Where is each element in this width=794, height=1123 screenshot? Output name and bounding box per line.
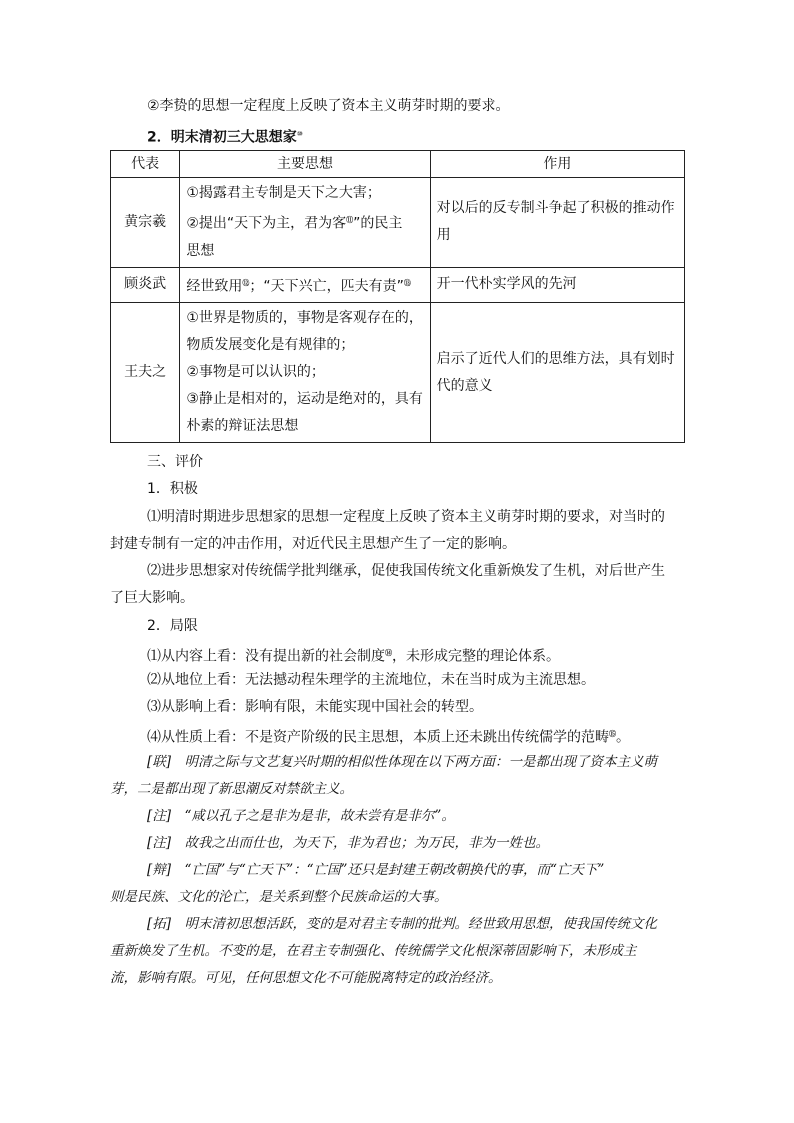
limit-4 <box>147 724 630 748</box>
limit-text: ⑴从内容上看：没有提出新的社会制度 <box>147 648 385 665</box>
idea-line: 思想 <box>186 242 215 259</box>
table-row-gu <box>111 267 685 303</box>
footnote-mark: ⑬ <box>403 278 411 287</box>
row-ideas <box>180 303 430 443</box>
thinkers-table <box>110 150 685 443</box>
row-effect: 开一代朴实学风的先河 <box>430 267 684 303</box>
footnote-mark: ⑩ <box>296 130 303 138</box>
positive-p1-line1: ⑴明清时期进步思想家的思想一定程度上反映了资本主义萌芽时期的要求，对当时的 <box>147 509 665 525</box>
note-bian-line2: 则是民族、文化的沦亡，是关系到整个民族命运的大事。 <box>110 889 448 905</box>
row-ideas <box>180 267 430 303</box>
limit-1 <box>147 643 560 667</box>
row-effect: 对以后的反专制斗争起了积极的推动作用 <box>430 178 684 268</box>
idea-line: 物质发展变化是有规律的； <box>186 337 355 354</box>
limit-2: ⑵从地位上看：无法撼动程朱理学的主流地位，未在当时成为主流思想。 <box>147 672 595 688</box>
limit-3: ⑶从影响上看：影响有限，未能实现中国社会的转型。 <box>147 699 483 715</box>
idea-line: 朴素的辩证法思想 <box>186 418 299 435</box>
row-effect: 启示了近代人们的思维方法，具有划时代的意义 <box>430 303 684 443</box>
idea-text: ；“天下兴亡，匹夫有责” <box>249 278 404 295</box>
footnote-mark: ⑫ <box>242 278 250 287</box>
note-zhu-1: [注] “咸以孔子之是非为是非，故未尝有是非尔”。 <box>147 808 455 824</box>
limit-title: 2．局限 <box>147 618 198 634</box>
note-lian-line2: 芽，二是都出现了新思潮反对禁欲主义。 <box>110 781 353 797</box>
footnote-mark: ⑪ <box>346 216 354 224</box>
header-cell-effect: 作用 <box>430 151 684 178</box>
table-row-huang <box>111 178 685 268</box>
limit-text: ⑷从性质上看：不是资产阶级的民主思想，本质上还未跳出传统儒学的范畴 <box>147 729 609 746</box>
row-name: 王夫之 <box>111 303 180 443</box>
table-header-row <box>111 151 685 178</box>
header-cell-ideas: 主要思想 <box>180 151 430 178</box>
row-name: 顾炎武 <box>111 267 180 303</box>
idea-line: ③静止是相对的，运动是绝对的，具有 <box>186 391 423 408</box>
section2-title <box>147 124 303 148</box>
idea-text: 经世致用 <box>186 278 243 295</box>
note-lian-line1: [联] 明清之际与文艺复兴时期的相似性体现在以下两方面：一是都出现了资本主义萌 <box>147 754 658 770</box>
note-tuo-line2: 重新焕发了生机。不变的是，在君主专制强化、传统儒学文化根深蒂固影响下，未形成主 <box>110 943 637 959</box>
positive-p2-line1: ⑵进步思想家对传统儒学批判继承，促使我国传统文化重新焕发了生机，对后世产生 <box>147 563 665 579</box>
note-zhu-2: [注] 故我之出而仕也，为天下，非为君也；为万民，非为一姓也。 <box>147 835 550 851</box>
idea-line <box>186 207 423 238</box>
limit-text: 。 <box>616 729 630 746</box>
row-name: 黄宗羲 <box>111 178 180 268</box>
section2-title-text: 2．明末清初三大思想家 <box>147 129 297 146</box>
positive-p1-line2: 封建专制有一定的冲击作用，对近代民主思想产生了一定的影响。 <box>110 536 516 552</box>
footnote-mark: ⑭ <box>385 649 392 657</box>
positive-title: 1．积极 <box>147 481 198 497</box>
intro-line: ②李贽的思想一定程度上反映了资本主义萌芽时期的要求。 <box>147 98 510 114</box>
idea-text: ”的民主 <box>353 215 403 232</box>
footnote-mark: ⑮ <box>609 730 616 738</box>
note-bian-line1: [辩] “亡国”与“亡天下”：“亡国”还只是封建王朝改朝换代的事，而“亡天下” <box>147 862 605 878</box>
note-tuo-line1: [拓] 明末清初思想活跃，变的是对君主专制的批判。经世致用思想，使我国传统文化 <box>147 916 658 932</box>
positive-p2-line2: 了巨大影响。 <box>110 590 194 606</box>
idea-line: ①世界是物质的，事物是客观存在的， <box>186 310 423 327</box>
row-ideas <box>180 178 430 268</box>
section3-title: 三、评价 <box>147 454 203 470</box>
idea-line: ①揭露君主专制是天下之大害； <box>186 185 381 201</box>
header-cell-rep: 代表 <box>111 151 180 178</box>
idea-line: ②事物是可以认识的； <box>186 364 325 381</box>
idea-text: ②提出“天下为主，君为客 <box>186 215 347 232</box>
table-row-wang <box>111 303 685 443</box>
limit-text: ，未形成完整的理论体系。 <box>392 648 560 665</box>
note-tuo-line3: 流，影响有限。可见，任何思想文化不可能脱离特定的政治经济。 <box>110 970 502 986</box>
